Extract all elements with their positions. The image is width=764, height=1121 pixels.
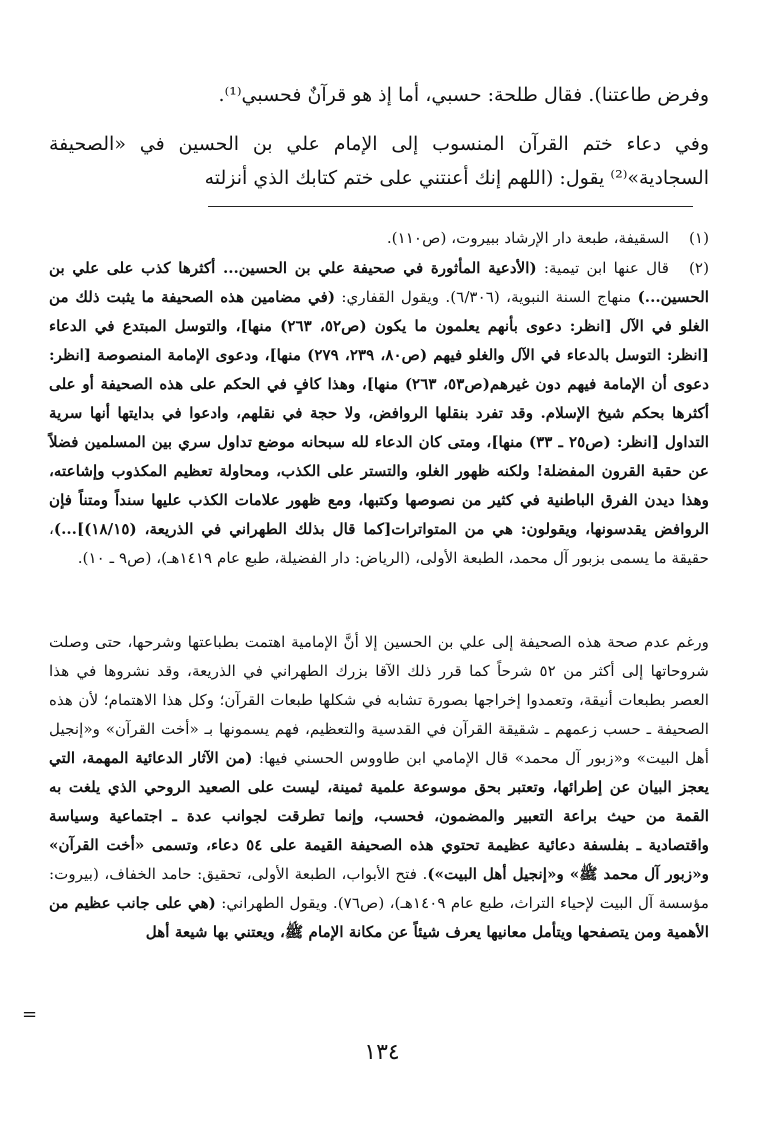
- body-text-line-1: وفرض طاعتنا). فقال طلحة: حسبي، أما إذ هو قرآنٌ فحسبي⁽¹⁾.: [218, 84, 709, 106]
- footnote-2-source-1: منهاج السنة النبوية، (٦/٣٠٦). ويقول القفاري:: [335, 288, 638, 306]
- body-paragraph-2: [49, 127, 709, 195]
- continuation-mark: =: [22, 1004, 38, 1025]
- footnote-2-continuation: [49, 628, 709, 947]
- footnote-2: [49, 254, 709, 573]
- footnote-1-marker: (١): [688, 229, 709, 247]
- footnote-2-continuation-text-2: . فتح الأبواب، الطبعة الأولى، تحقيق: حامد الخفاف، (بيروت: مؤسسة آل البيت لإحياء التراث، طبع عام ١٤٠٩هـ)، (ص٧٦). ويقول الطهراني:: [49, 865, 709, 912]
- footnote-1-text: السقيفة، طبعة دار الإرشاد ببيروت، (ص١١٠).: [386, 229, 669, 247]
- footnote-2-marker: (٢): [688, 259, 709, 277]
- footnote-2-quote-ibn-taymiyyah: (الأدعية المأثورة في صحيفة علي بن الحسين... أكثرها كذب على علي بن الحسين...): [49, 259, 710, 306]
- footnote-2-quote-ibn-tawus: (من الآثار الدعائية المهمة، التي يعجز البيان عن إطرائها، وتعتبر بحق موسوعة علمية ثمينة، ليست على الصعيد الروحي الذي يلغت به القمة من حيث براعة التعبير والمضمون، فحسب، وإنما تطرقت لجوانب عدة ـ اجتماعية وسياسة واقتصادية ـ بفلسفة دعائية عظيمة تحتوي هذه الصحيفة القيمة على ٥٤ دعاء، وتسمى «أخت القرآن» و«زبور آل محمد ﷺ» و«إنجيل أهل البيت»): [49, 749, 709, 883]
- footnote-2-quote-qaffari: (في مضامين هذه الصحيفة ما يثبت ذلك من الغلو في الآل [انظر: دعوى بأنهم يعلمون ما يكون (ص٥٢، ٢٦٣) منها]، والتوسل المبتدع في الدعاء [انظر: التوسل بالدعاء في الآل والغلو فيهم (ص٨٠، ٢٣٩، ٢٧٩) منها]، ودعوى الإمامة المنصوصة [انظر: دعوى أن الإمامة فيهم دون غيرهم(ص٥٣، ٢٦٣) منها]، وهذا كافٍ في الحكم على هذه الصحيفة أو على أكثرها بحكم شيخ الإسلام. وقد تفرد بنقلها الروافض، ولا حجة في نقلهم، وادعوا في بدايتها أنها سرية التداول [انظر: (ص٢٥ ـ ٣٣) منها]، ومتى كان الدعاء لله سبحانه موضع تداول سري بين المسلمين فضلاً عن حقبة القرون المفضلة! ولكنه ظهور الغلو، والتستر على الكذب، ومحاولة تعظيم المكذوب وإشاعته، وهذا ديدن الفرق الباطنية في كثير من نصوصها وكتبها، ومع ظهور علامات الكذب عليها سنداً ومتناً فإن الروافض يقدسونها، ويقولون: هي من المتواترات[كما قال بذلك الطهراني في الذريعة، (١٨/١٥)]...): [49, 288, 709, 538]
- footnote-2-intro: قال عنها ابن تيمية:: [536, 259, 669, 277]
- body-line-1: [49, 78, 709, 112]
- footnote-1: [49, 224, 709, 253]
- footnote-2-quote-tehrani: (هي على جانب عظيم من الأهمية ومن يتصفحها ويتأمل معانيها يعرف شيئاً عن مكانة الإمام ﷺ، ويعتني بها شيعة أهل: [49, 894, 709, 941]
- footnote-2-continuation-text-1: ورغم عدم صحة هذه الصحيفة إلى علي بن الحسين إلا أنَّ الإمامية اهتمت بطباعتها وشرحها، حتى وصلت شروحاتها إلى أكثر من ٥٢ شرحاً كما قرر ذلك الآقا بزرك الطهراني في الذريعة، وقد نشروها في هذا العصر بطبعات أنيقة، وتعمدوا إخراجها بصورة تشابه في شكلها طبعات القرآن؛ وكل هذا الاهتمام؛ لأن هذه الصحيفة ـ حسب زعمهم ـ شقيقة القرآن في القدسية والتعظيم، فهم يسمونها بـ «أخت القرآن» و«إنجيل أهل البيت» و«زبور آل محمد» قال الإمامي ابن طاووس الحسني فيها:: [49, 633, 709, 767]
- body-text-paragraph-2: وفي دعاء ختم القرآن المنسوب إلى الإمام علي بن الحسين في «الصحيفة السجادية»⁽²⁾ يقول: (اللهم إنك أعنتني على ختم كتابك الذي أنزلته: [49, 133, 709, 189]
- footnote-separator: [208, 206, 693, 207]
- page-number: ١٣٤: [364, 1040, 400, 1065]
- footnote-2-source-2: ، حقيقة ما يسمى بزبور آل محمد، الطبعة الأولى، (الرياض: دار الفضيلة، طبع عام ١٤١٩هـ)، (ص٩ ـ ١٠).: [49, 520, 709, 567]
